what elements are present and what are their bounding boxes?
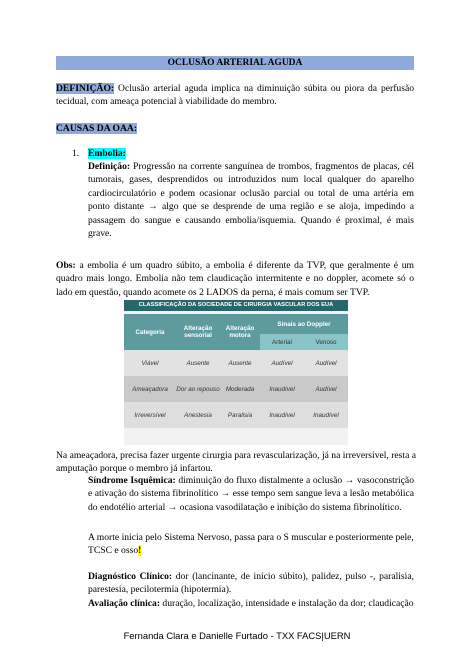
row-venoso: Inaudível <box>304 402 348 428</box>
classification-grid <box>124 314 348 428</box>
row-sensorial: Anestesia <box>176 402 220 428</box>
row-categoria: Irreversível <box>124 402 176 428</box>
page-footer: Fernanda Clara e Danielle Furtado - TXX FACS|UERN <box>123 630 351 641</box>
header-sensorial: Alteração sensorial <box>176 314 220 350</box>
table-row <box>124 402 348 428</box>
morte-emphasis: ! <box>138 545 142 557</box>
table-row <box>124 350 348 376</box>
diagnostico-text: dor (lancinante, de início súbito), palidez, pulso -, paralisia, parestesia, pecilotermia (hipotermia). <box>88 571 414 596</box>
list-number: 1. <box>72 148 80 159</box>
row-sensorial: Dor ao repouso <box>176 376 220 402</box>
embolia-definition-label: Definição: <box>88 161 131 172</box>
row-motora: Paralisia <box>220 402 260 428</box>
row-motora: Moderada <box>220 376 260 402</box>
sindrome-paragraph <box>88 474 414 514</box>
row-arterial: Inaudível <box>260 376 304 402</box>
header-doppler: Sinais ao Doppler <box>260 314 348 334</box>
table-row <box>124 376 348 402</box>
embolia-definition-text: Progressão na corrente sanguínea de trombos, fragmentos de placas, cél tumorais, gases, desprendidos ou introduzidos num local qualquer do aparelho cardiocirculatório e podem ocasionar oclusão parcial ou total de uma artéria em ponto distante → algo que se desprende de uma região e se aloja, impedindo a passagem do sangue e causando embolia/isquemia. Quando é proximal, é mais grave. <box>88 161 414 240</box>
morte-text: A morte inicia pelo Sistema Nervoso, passa para o S muscular e posteriormente pele, TCSC e osso <box>88 532 414 557</box>
definition-paragraph <box>56 82 414 109</box>
obs-paragraph <box>56 259 414 299</box>
embolia-definition <box>88 160 414 240</box>
causes-heading: CAUSAS DA OAA: <box>56 123 138 134</box>
classification-table <box>124 300 348 445</box>
avaliacao-paragraph <box>88 597 414 610</box>
header-arterial: Arterial <box>260 334 304 350</box>
obs-label: Obs: <box>56 260 76 271</box>
definition-text: Oclusão arterial aguda implica na diminuição súbita ou piora da perfusão tecidual, com ameaça potencial à viabilidade do membro. <box>56 83 414 108</box>
header-motora: Alteração motora <box>220 314 260 350</box>
header-categoria: Categoria <box>124 314 176 350</box>
avaliacao-text: duração, localização, intensidade e instalação da dor; claudicação <box>160 598 414 609</box>
diagnostico-label: Diagnóstico Clínico: <box>88 571 173 582</box>
definition-label: DEFINIÇÃO: <box>56 83 115 94</box>
row-categoria: Ameaçadora <box>124 376 176 402</box>
row-sensorial: Ausente <box>176 350 220 376</box>
causes-heading-line <box>56 122 256 135</box>
row-venoso: Audível <box>304 350 348 376</box>
sindrome-label: Síndrome Isquêmica: <box>88 475 176 486</box>
table-title: CLASSIFICAÇÃO DA SOCIEDADE DE CIRURGIA VASCULAR DOS EUA <box>124 300 348 311</box>
document-title: OCLUSÃO ARTERIAL AGUDA <box>56 56 414 70</box>
sindrome-text: diminuição do fluxo distalmente a oclusão → vasoconstrição e ativação do sistema fibrinolítico → esse tempo sem sangue leva a lesão metabólica do endotélio arterial → ocasiona vasodilatação e inibição do sistema fibrinolítico. <box>88 475 414 513</box>
header-venoso: Venoso <box>304 334 348 350</box>
morte-paragraph <box>88 531 418 558</box>
row-venoso: Audível <box>304 376 348 402</box>
avaliacao-label: Avaliação clínica: <box>88 598 161 609</box>
embolia-title: Embolia: <box>88 148 126 159</box>
row-motora: Ausente <box>220 350 260 376</box>
row-arterial: Audível <box>260 350 304 376</box>
row-arterial: Inaudível <box>260 402 304 428</box>
obs-text: a embolia é um quadro súbito, a embolia é diferente da TVP, que geralmente é um quadro mais longo. Embolia não tem claudicação intermitente e no doppler, acomete só o lado em questão, quando acomete os 2 LADOS da perna, é mais comum ser TVP. <box>56 260 414 298</box>
embolia-title-line <box>88 147 188 160</box>
ameacadora-paragraph: Na ameaçadora, precisa fazer urgente cirurgia para revascularização, já na irreversível, resta a amputação porque o membro já infartou. <box>56 450 416 475</box>
row-categoria: Viável <box>124 350 176 376</box>
diagnostico-paragraph <box>88 570 414 597</box>
